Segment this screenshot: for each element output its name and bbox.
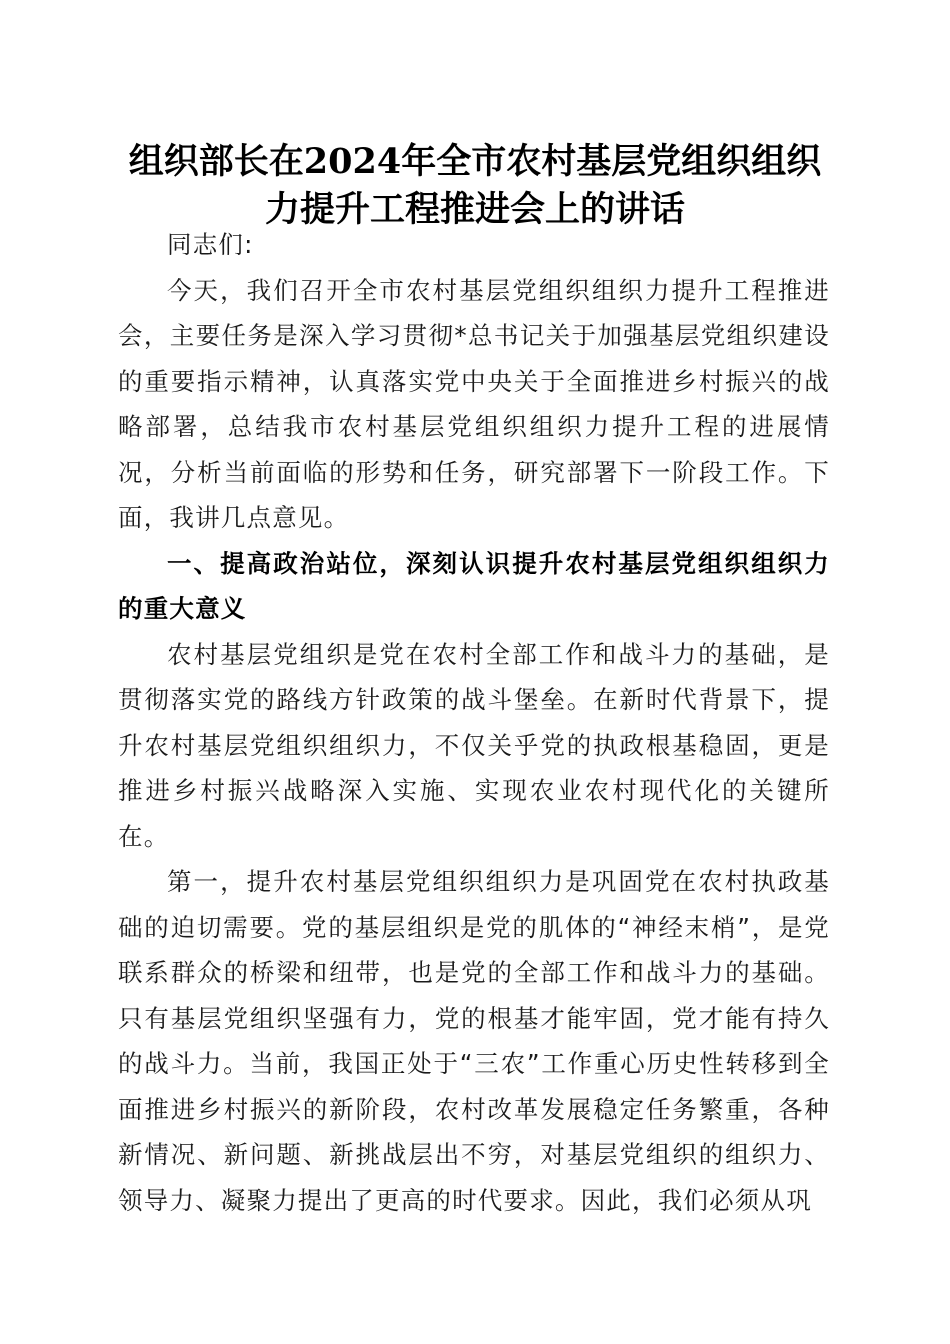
document-title: [100, 138, 850, 234]
section-heading-1: 一、提高政治站位，深刻认识提升农村基层党组织组织力的重大意义: [118, 548, 830, 623]
section1-paragraph-2: 第一，提升农村基层党组织组织力是巩固党在农村执政基础的迫切需要。党的基层组织是党的肌体的“神经末梢”，是党联系群众的桥梁和纽带，也是党的全部工作和战斗力的基础。只有基层党组织坚强有力，党的根基才能牢固，党才能有持久的战斗力。当前，我国正处于“三农”工作重心历史性转移到全面推进乡村振兴的新阶段，农村改革发展稳定任务繁重，各种新情况、新问题、新挑战层出不穷，对基层党组织的组织力、领导力、凝聚力提出了更高的时代要求。因此，我们必须从巩: [118, 867, 830, 1215]
section1-paragraph-1: 农村基层党组织是党在农村全部工作和战斗力的基础，是贯彻落实党的路线方针政策的战斗堡垒。在新时代背景下，提升农村基层党组织组织力，不仅关乎党的执政根基稳固，更是推进乡村振兴战略深入实施、实现农业农村现代化的关键所在。: [118, 639, 830, 851]
title-line-1: 组织部长在2024年全市农村基层党组织组织: [128, 141, 822, 182]
intro-paragraph: 今天，我们召开全市农村基层党组织组织力提升工程推进会，主要任务是深入学习贯彻*总书记关于加强基层党组织建设的重要指示精神，认真落实党中央关于全面推进乡村振兴的战略部署，总结我市农村基层党组织组织力提升工程的进展情况，分析当前面临的形势和任务，研究部署下一阶段工作。下面，我讲几点意见。: [118, 275, 830, 532]
document-body: [118, 222, 830, 1223]
title-line-2: 力提升工程推进会上的讲话: [264, 189, 685, 230]
greeting: 同志们:: [167, 230, 254, 259]
